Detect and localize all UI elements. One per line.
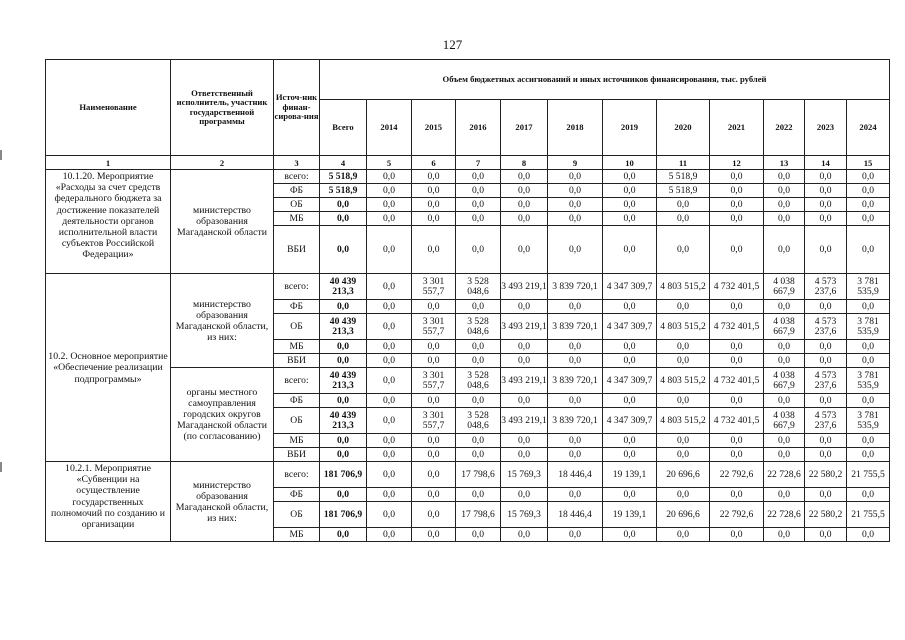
year-value-cell: 0,0 — [548, 340, 603, 354]
table-row — [46, 368, 890, 394]
year-value-cell: 20 696,6 — [657, 502, 710, 528]
year-value-cell: 0,0 — [367, 462, 412, 488]
year-value-cell: 0,0 — [805, 528, 847, 542]
year-value-cell: 0,0 — [657, 394, 710, 408]
source-cell: ОБ — [274, 314, 320, 340]
year-value-cell: 5 518,9 — [657, 184, 710, 198]
column-number: 12 — [710, 156, 764, 170]
header-year: 2017 — [501, 100, 548, 156]
year-value-cell: 0,0 — [412, 226, 456, 274]
year-value-cell: 0,0 — [367, 528, 412, 542]
responsible-executor: министерство образования Магаданской области — [171, 170, 274, 274]
year-value-cell: 0,0 — [847, 170, 890, 184]
year-value-cell: 0,0 — [764, 300, 805, 314]
year-value-cell: 3 781 535,9 — [847, 368, 890, 394]
year-value-cell: 0,0 — [603, 212, 657, 226]
year-value-cell: 0,0 — [412, 300, 456, 314]
column-number: 14 — [805, 156, 847, 170]
year-value-cell: 0,0 — [456, 340, 501, 354]
year-value-cell: 0,0 — [710, 170, 764, 184]
year-value-cell: 0,0 — [710, 528, 764, 542]
year-value-cell: 0,0 — [847, 488, 890, 502]
source-cell: всего: — [274, 368, 320, 394]
source-cell: всего: — [274, 170, 320, 184]
year-value-cell: 0,0 — [412, 170, 456, 184]
year-value-cell: 22 728,6 — [764, 502, 805, 528]
year-value-cell: 0,0 — [456, 198, 501, 212]
year-value-cell: 3 493 219,1 — [501, 408, 548, 434]
year-value-cell: 0,0 — [847, 448, 890, 462]
year-value-cell: 0,0 — [657, 198, 710, 212]
source-cell: МБ — [274, 434, 320, 448]
year-value-cell: 4 732 401,5 — [710, 368, 764, 394]
year-value-cell: 4 347 309,7 — [603, 274, 657, 300]
year-value-cell: 0,0 — [412, 212, 456, 226]
year-value-cell: 0,0 — [764, 198, 805, 212]
source-cell: всего: — [274, 462, 320, 488]
year-value-cell: 0,0 — [657, 434, 710, 448]
year-value-cell: 0,0 — [501, 488, 548, 502]
source-cell: МБ — [274, 212, 320, 226]
activity-name: 10.1.20. Мероприятие «Расходы за счет средств федерального бюджета за достижение показателей деятельности органов исполнительной власти субъектов Российской Федерации» — [46, 170, 171, 274]
year-value-cell: 4 347 309,7 — [603, 408, 657, 434]
year-value-cell: 4 732 401,5 — [710, 274, 764, 300]
year-value-cell: 4 803 515,2 — [657, 274, 710, 300]
source-cell: ФБ — [274, 488, 320, 502]
year-value-cell: 0,0 — [501, 434, 548, 448]
header-year: 2019 — [603, 100, 657, 156]
year-value-cell: 0,0 — [367, 368, 412, 394]
year-value-cell: 0,0 — [501, 170, 548, 184]
year-value-cell: 17 798,6 — [456, 502, 501, 528]
year-value-cell: 3 528 048,6 — [456, 274, 501, 300]
year-value-cell: 0,0 — [456, 226, 501, 274]
year-value-cell: 5 518,9 — [657, 170, 710, 184]
year-value-cell: 0,0 — [367, 340, 412, 354]
year-value-cell: 0,0 — [603, 226, 657, 274]
responsible-executor: министерство образования Магаданской области, из них: — [171, 274, 274, 368]
year-value-cell: 0,0 — [501, 226, 548, 274]
year-value-cell: 3 493 219,1 — [501, 314, 548, 340]
column-number: 13 — [764, 156, 805, 170]
year-value-cell: 0,0 — [710, 340, 764, 354]
total-cell: 0,0 — [320, 226, 367, 274]
year-value-cell: 0,0 — [456, 448, 501, 462]
year-value-cell: 0,0 — [548, 434, 603, 448]
year-value-cell: 0,0 — [548, 170, 603, 184]
activity-name: 10.2. Основное мероприятие «Обеспечение реализации подпрограммы» — [46, 274, 171, 462]
year-value-cell: 0,0 — [412, 198, 456, 212]
year-value-cell: 3 839 720,1 — [548, 314, 603, 340]
year-value-cell: 15 769,3 — [501, 502, 548, 528]
year-value-cell: 0,0 — [548, 300, 603, 314]
year-value-cell: 0,0 — [501, 340, 548, 354]
year-value-cell: 18 446,4 — [548, 462, 603, 488]
year-value-cell: 0,0 — [501, 300, 548, 314]
year-value-cell: 0,0 — [548, 184, 603, 198]
year-value-cell: 0,0 — [412, 394, 456, 408]
year-value-cell: 0,0 — [548, 394, 603, 408]
year-value-cell: 0,0 — [764, 354, 805, 368]
total-cell: 0,0 — [320, 528, 367, 542]
year-value-cell: 0,0 — [456, 184, 501, 198]
year-value-cell: 0,0 — [501, 198, 548, 212]
header-source: Источ-ник финан-сирова-ния — [274, 60, 320, 156]
year-value-cell: 0,0 — [805, 448, 847, 462]
column-number: 8 — [501, 156, 548, 170]
year-value-cell: 4 732 401,5 — [710, 314, 764, 340]
year-value-cell: 4 038 667,9 — [764, 408, 805, 434]
year-value-cell: 0,0 — [412, 488, 456, 502]
header-year: 2024 — [847, 100, 890, 156]
year-value-cell: 4 803 515,2 — [657, 314, 710, 340]
year-value-cell: 4 038 667,9 — [764, 368, 805, 394]
year-value-cell: 0,0 — [764, 488, 805, 502]
year-value-cell: 0,0 — [501, 212, 548, 226]
year-value-cell: 22 580,2 — [805, 462, 847, 488]
header-total: Всего — [320, 100, 367, 156]
year-value-cell: 0,0 — [548, 488, 603, 502]
budget-table — [45, 59, 890, 542]
year-value-cell: 0,0 — [456, 488, 501, 502]
year-value-cell: 0,0 — [603, 394, 657, 408]
year-value-cell: 0,0 — [847, 354, 890, 368]
total-cell: 0,0 — [320, 300, 367, 314]
year-value-cell: 0,0 — [847, 528, 890, 542]
year-value-cell: 0,0 — [412, 184, 456, 198]
year-value-cell: 0,0 — [805, 170, 847, 184]
year-value-cell: 4 732 401,5 — [710, 408, 764, 434]
year-value-cell: 0,0 — [367, 394, 412, 408]
year-value-cell: 0,0 — [548, 226, 603, 274]
year-value-cell: 0,0 — [764, 528, 805, 542]
year-value-cell: 0,0 — [367, 448, 412, 462]
year-value-cell: 3 301 557,7 — [412, 408, 456, 434]
year-value-cell: 0,0 — [367, 226, 412, 274]
year-value-cell: 0,0 — [847, 340, 890, 354]
year-value-cell: 0,0 — [603, 184, 657, 198]
year-value-cell: 0,0 — [805, 394, 847, 408]
year-value-cell: 0,0 — [603, 488, 657, 502]
year-value-cell: 0,0 — [710, 300, 764, 314]
year-value-cell: 3 839 720,1 — [548, 368, 603, 394]
year-value-cell: 0,0 — [603, 448, 657, 462]
total-cell: 0,0 — [320, 340, 367, 354]
year-value-cell: 0,0 — [412, 434, 456, 448]
total-cell: 40 439 213,3 — [320, 314, 367, 340]
year-value-cell: 0,0 — [710, 198, 764, 212]
year-value-cell: 0,0 — [548, 212, 603, 226]
year-value-cell: 0,0 — [367, 170, 412, 184]
source-cell: МБ — [274, 340, 320, 354]
year-value-cell: 3 781 535,9 — [847, 314, 890, 340]
year-value-cell: 4 347 309,7 — [603, 314, 657, 340]
year-value-cell: 0,0 — [805, 184, 847, 198]
year-value-cell: 0,0 — [548, 448, 603, 462]
header-volume: Объем бюджетных ассигнований и иных источников финансирования, тыс. рублей — [320, 60, 890, 100]
year-value-cell: 0,0 — [805, 340, 847, 354]
year-value-cell: 22 728,6 — [764, 462, 805, 488]
table-row — [46, 170, 890, 184]
total-cell: 5 518,9 — [320, 170, 367, 184]
year-value-cell: 0,0 — [412, 528, 456, 542]
table-row — [46, 462, 890, 488]
column-number: 7 — [456, 156, 501, 170]
year-value-cell: 4 803 515,2 — [657, 368, 710, 394]
year-value-cell: 3 301 557,7 — [412, 314, 456, 340]
source-cell: ВБИ — [274, 226, 320, 274]
responsible-executor: органы местного самоуправления городских округов Магаданской области (по согласованию) — [171, 368, 274, 462]
year-value-cell: 0,0 — [548, 354, 603, 368]
year-value-cell: 3 839 720,1 — [548, 408, 603, 434]
year-value-cell: 0,0 — [657, 448, 710, 462]
year-value-cell: 17 798,6 — [456, 462, 501, 488]
column-number: 6 — [412, 156, 456, 170]
year-value-cell: 0,0 — [847, 434, 890, 448]
year-value-cell: 0,0 — [603, 528, 657, 542]
year-value-cell: 21 755,5 — [847, 502, 890, 528]
year-value-cell: 0,0 — [367, 488, 412, 502]
margin-mark — [0, 150, 2, 160]
year-value-cell: 0,0 — [412, 448, 456, 462]
year-value-cell: 0,0 — [805, 488, 847, 502]
year-value-cell: 0,0 — [412, 462, 456, 488]
year-value-cell: 0,0 — [603, 198, 657, 212]
year-value-cell: 4 038 667,9 — [764, 314, 805, 340]
year-value-cell: 0,0 — [764, 434, 805, 448]
year-value-cell: 0,0 — [657, 300, 710, 314]
year-value-cell: 0,0 — [412, 340, 456, 354]
total-cell: 5 518,9 — [320, 184, 367, 198]
year-value-cell: 0,0 — [456, 354, 501, 368]
year-value-cell: 3 528 048,6 — [456, 314, 501, 340]
column-number: 4 — [320, 156, 367, 170]
year-value-cell: 0,0 — [764, 184, 805, 198]
column-number: 9 — [548, 156, 603, 170]
total-cell: 181 706,9 — [320, 462, 367, 488]
activity-name: 10.2.1. Мероприятие «Субвенции на осуществление государственных полномочий по созданию и организации — [46, 462, 171, 542]
year-value-cell: 0,0 — [367, 212, 412, 226]
year-value-cell: 0,0 — [501, 354, 548, 368]
year-value-cell: 0,0 — [710, 448, 764, 462]
year-value-cell: 0,0 — [657, 488, 710, 502]
year-value-cell: 3 493 219,1 — [501, 274, 548, 300]
year-value-cell: 0,0 — [847, 226, 890, 274]
source-cell: ФБ — [274, 300, 320, 314]
year-value-cell: 0,0 — [603, 434, 657, 448]
year-value-cell: 0,0 — [456, 394, 501, 408]
year-value-cell: 0,0 — [710, 184, 764, 198]
year-value-cell: 0,0 — [657, 226, 710, 274]
year-value-cell: 3 839 720,1 — [548, 274, 603, 300]
header-year: 2022 — [764, 100, 805, 156]
year-value-cell: 0,0 — [847, 212, 890, 226]
year-value-cell: 0,0 — [456, 300, 501, 314]
total-cell: 40 439 213,3 — [320, 368, 367, 394]
header-responsible: Ответственный исполнитель, участник государственной программы — [171, 60, 274, 156]
year-value-cell: 0,0 — [657, 528, 710, 542]
total-cell: 0,0 — [320, 354, 367, 368]
year-value-cell: 0,0 — [805, 212, 847, 226]
year-value-cell: 0,0 — [764, 170, 805, 184]
table-row — [46, 274, 890, 300]
year-value-cell: 0,0 — [805, 300, 847, 314]
year-value-cell: 0,0 — [657, 340, 710, 354]
year-value-cell: 0,0 — [764, 340, 805, 354]
year-value-cell: 0,0 — [603, 300, 657, 314]
header-year: 2023 — [805, 100, 847, 156]
year-value-cell: 0,0 — [847, 300, 890, 314]
header-name: Наименование — [46, 60, 171, 156]
source-cell: ФБ — [274, 394, 320, 408]
source-cell: ФБ — [274, 184, 320, 198]
year-value-cell: 0,0 — [548, 528, 603, 542]
year-value-cell: 0,0 — [847, 198, 890, 212]
year-value-cell: 4 573 237,6 — [805, 314, 847, 340]
year-value-cell: 0,0 — [548, 198, 603, 212]
year-value-cell: 4 573 237,6 — [805, 274, 847, 300]
year-value-cell: 0,0 — [412, 502, 456, 528]
year-value-cell: 0,0 — [456, 212, 501, 226]
year-value-cell: 0,0 — [367, 434, 412, 448]
year-value-cell: 3 528 048,6 — [456, 408, 501, 434]
margin-mark — [0, 462, 2, 472]
year-value-cell: 0,0 — [456, 434, 501, 448]
year-value-cell: 0,0 — [710, 212, 764, 226]
responsible-executor: министерство образования Магаданской области, из них: — [171, 462, 274, 542]
source-cell: ОБ — [274, 408, 320, 434]
year-value-cell: 3 493 219,1 — [501, 368, 548, 394]
year-value-cell: 4 347 309,7 — [603, 368, 657, 394]
year-value-cell: 22 792,6 — [710, 502, 764, 528]
year-value-cell: 4 803 515,2 — [657, 408, 710, 434]
total-cell: 0,0 — [320, 212, 367, 226]
total-cell: 0,0 — [320, 198, 367, 212]
year-value-cell: 0,0 — [412, 354, 456, 368]
column-number: 10 — [603, 156, 657, 170]
column-number: 15 — [847, 156, 890, 170]
year-value-cell: 0,0 — [710, 488, 764, 502]
year-value-cell: 0,0 — [367, 314, 412, 340]
year-value-cell: 0,0 — [710, 226, 764, 274]
year-value-cell: 0,0 — [710, 354, 764, 368]
total-cell: 0,0 — [320, 434, 367, 448]
year-value-cell: 3 528 048,6 — [456, 368, 501, 394]
column-number: 2 — [171, 156, 274, 170]
year-value-cell: 3 781 535,9 — [847, 274, 890, 300]
year-value-cell: 0,0 — [657, 212, 710, 226]
year-value-cell: 0,0 — [764, 226, 805, 274]
header-year: 2020 — [657, 100, 710, 156]
year-value-cell: 0,0 — [367, 184, 412, 198]
total-cell: 0,0 — [320, 394, 367, 408]
column-number: 3 — [274, 156, 320, 170]
year-value-cell: 0,0 — [764, 448, 805, 462]
year-value-cell: 0,0 — [764, 212, 805, 226]
source-cell: ВБИ — [274, 354, 320, 368]
total-cell: 181 706,9 — [320, 502, 367, 528]
year-value-cell: 0,0 — [367, 354, 412, 368]
page-number: 127 — [442, 37, 463, 52]
year-value-cell: 0,0 — [805, 434, 847, 448]
year-value-cell: 15 769,3 — [501, 462, 548, 488]
source-cell: всего: — [274, 274, 320, 300]
year-value-cell: 4 573 237,6 — [805, 368, 847, 394]
year-value-cell: 19 139,1 — [603, 502, 657, 528]
year-value-cell: 0,0 — [603, 340, 657, 354]
year-value-cell: 0,0 — [710, 434, 764, 448]
year-value-cell: 3 301 557,7 — [412, 274, 456, 300]
year-value-cell: 0,0 — [603, 170, 657, 184]
year-value-cell: 0,0 — [501, 528, 548, 542]
year-value-cell: 19 139,1 — [603, 462, 657, 488]
year-value-cell: 0,0 — [764, 394, 805, 408]
source-cell: ОБ — [274, 502, 320, 528]
year-value-cell: 3 301 557,7 — [412, 368, 456, 394]
year-value-cell: 4 573 237,6 — [805, 408, 847, 434]
year-value-cell: 22 792,6 — [710, 462, 764, 488]
header-year: 2014 — [367, 100, 412, 156]
year-value-cell: 0,0 — [710, 394, 764, 408]
year-value-cell: 0,0 — [805, 354, 847, 368]
year-value-cell: 0,0 — [456, 170, 501, 184]
column-number: 11 — [657, 156, 710, 170]
year-value-cell: 18 446,4 — [548, 502, 603, 528]
year-value-cell: 0,0 — [367, 408, 412, 434]
header-year: 2015 — [412, 100, 456, 156]
column-number: 1 — [46, 156, 171, 170]
year-value-cell: 0,0 — [501, 394, 548, 408]
year-value-cell: 0,0 — [805, 226, 847, 274]
year-value-cell: 0,0 — [603, 354, 657, 368]
total-cell: 40 439 213,3 — [320, 408, 367, 434]
year-value-cell: 4 038 667,9 — [764, 274, 805, 300]
year-value-cell: 0,0 — [501, 448, 548, 462]
year-value-cell: 0,0 — [367, 198, 412, 212]
total-cell: 0,0 — [320, 488, 367, 502]
header-year: 2016 — [456, 100, 501, 156]
source-cell: ВБИ — [274, 448, 320, 462]
year-value-cell: 20 696,6 — [657, 462, 710, 488]
year-value-cell: 0,0 — [847, 394, 890, 408]
year-value-cell: 0,0 — [367, 502, 412, 528]
year-value-cell: 0,0 — [847, 184, 890, 198]
header-year: 2021 — [710, 100, 764, 156]
year-value-cell: 0,0 — [805, 198, 847, 212]
year-value-cell: 3 781 535,9 — [847, 408, 890, 434]
year-value-cell: 21 755,5 — [847, 462, 890, 488]
year-value-cell: 0,0 — [657, 354, 710, 368]
source-cell: МБ — [274, 528, 320, 542]
source-cell: ОБ — [274, 198, 320, 212]
year-value-cell: 0,0 — [367, 274, 412, 300]
year-value-cell: 0,0 — [456, 528, 501, 542]
year-value-cell: 22 580,2 — [805, 502, 847, 528]
year-value-cell: 0,0 — [501, 184, 548, 198]
total-cell: 40 439 213,3 — [320, 274, 367, 300]
header-year: 2018 — [548, 100, 603, 156]
total-cell: 0,0 — [320, 448, 367, 462]
year-value-cell: 0,0 — [367, 300, 412, 314]
column-number: 5 — [367, 156, 412, 170]
